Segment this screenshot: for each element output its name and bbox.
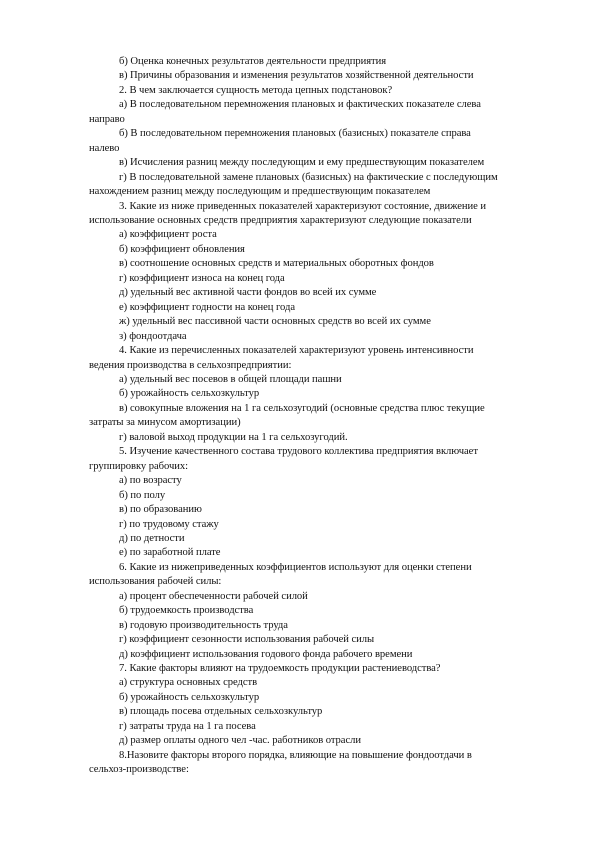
text-line: группировку рабочих: bbox=[89, 460, 188, 472]
text-line: в) Исчисления разниц между последующим и ему предшествующим показателем bbox=[119, 157, 485, 169]
text-line: б) коэффициент обновления bbox=[119, 243, 245, 255]
text-line: а) коэффициент роста bbox=[119, 229, 217, 241]
text-line: 5. Изучение качественного состава трудового коллектива предприятия включает bbox=[119, 446, 478, 458]
text-line: 4. Какие из перечисленных показателей характеризуют уровень интенсивности bbox=[119, 345, 474, 357]
text-line: б) В последовательном перемножения плановых (базисных) показателе справа bbox=[119, 128, 471, 140]
text-line: использование основных средств предприятия характеризуют следующие показатели bbox=[89, 214, 472, 226]
text-line: в) соотношение основных средств и материальных оборотных фондов bbox=[119, 258, 434, 270]
text-line: а) В последовательном перемножения плановых и фактических показателе слева bbox=[119, 99, 481, 111]
text-line: сельхоз-производстве: bbox=[89, 764, 189, 776]
text-line: в) годовую производительность труда bbox=[119, 619, 288, 631]
text-line: в) совокупные вложения на 1 га сельхозугодий (основные средства плюс текущие bbox=[119, 402, 485, 414]
text-line: г) коэффициент сезонности использования рабочей силы bbox=[119, 634, 375, 646]
text-line: использования рабочей силы: bbox=[89, 576, 222, 588]
text-line: направо bbox=[89, 113, 125, 125]
text-line: в) Причины образования и изменения результатов хозяйственной деятельности bbox=[119, 70, 474, 82]
document-body bbox=[89, 55, 551, 778]
text-line: 8.Назовите факторы второго порядка, влияющие на повышение фондоотдачи в bbox=[119, 749, 472, 761]
text-line: б) по полу bbox=[119, 489, 166, 501]
text-line: затраты за минусом амортизации) bbox=[89, 417, 241, 429]
text-line: б) трудоемкость производства bbox=[119, 605, 254, 617]
text-line: 7. Какие факторы влияют на трудоемкость продукции растениеводства? bbox=[119, 663, 441, 675]
text-line: г) по трудовому стажу bbox=[119, 518, 219, 530]
text-line: а) по возрасту bbox=[119, 475, 182, 487]
text-line: г) коэффициент износа на конец года bbox=[119, 272, 285, 284]
text-line: в) площадь посева отдельных сельхозкультур bbox=[119, 706, 323, 718]
text-line: д) удельный вес активной части фондов во всей их сумме bbox=[119, 287, 377, 299]
text-line: д) по детности bbox=[119, 532, 185, 544]
text-line: 3. Какие из ниже приведенных показателей характеризуют состояние, движение и bbox=[119, 200, 487, 212]
text-line: ж) удельный вес пассивной части основных средств во всей их сумме bbox=[119, 316, 431, 328]
text-line: 2. В чем заключается сущность метода цепных подстановок? bbox=[119, 84, 393, 96]
text-line: ведения производства в сельхозпредприятии: bbox=[89, 359, 292, 371]
text-line: е) коэффициент годности на конец года bbox=[119, 301, 295, 313]
text-line: е) по заработной плате bbox=[119, 547, 221, 559]
text-line: в) по образованию bbox=[119, 504, 202, 516]
text-line: а) удельный вес посевов в общей площади пашни bbox=[119, 373, 342, 385]
text-line: б) Оценка конечных результатов деятельности предприятия bbox=[119, 56, 387, 67]
text-line: нахождением разниц между последующим и предшествующим показателем bbox=[89, 186, 431, 198]
text-line: г) валовой выход продукции на 1 га сельхозугодий. bbox=[119, 431, 348, 443]
text-line: г) затраты труда на 1 га посева bbox=[119, 720, 256, 732]
text-line: налево bbox=[89, 142, 120, 154]
text-line: 6. Какие из нижеприведенных коэффициентов используют для оценки степени bbox=[119, 561, 472, 573]
text-line: д) коэффициент использования годового фонда рабочего времени bbox=[119, 648, 413, 660]
text-line: а) структура основных средств bbox=[119, 677, 258, 689]
text-line: г) В последовательной замене плановых (базисных) на фактические с последующим bbox=[119, 171, 498, 183]
text-line: з) фондоотдача bbox=[119, 330, 187, 342]
text-line: д) размер оплаты одного чел -час. работников отрасли bbox=[119, 735, 361, 747]
text-line: б) урожайность сельхозкультур bbox=[119, 691, 260, 703]
text-line: б) урожайность сельхозкультур bbox=[119, 388, 260, 400]
text-line: а) процент обеспеченности рабочей силой bbox=[119, 590, 308, 602]
